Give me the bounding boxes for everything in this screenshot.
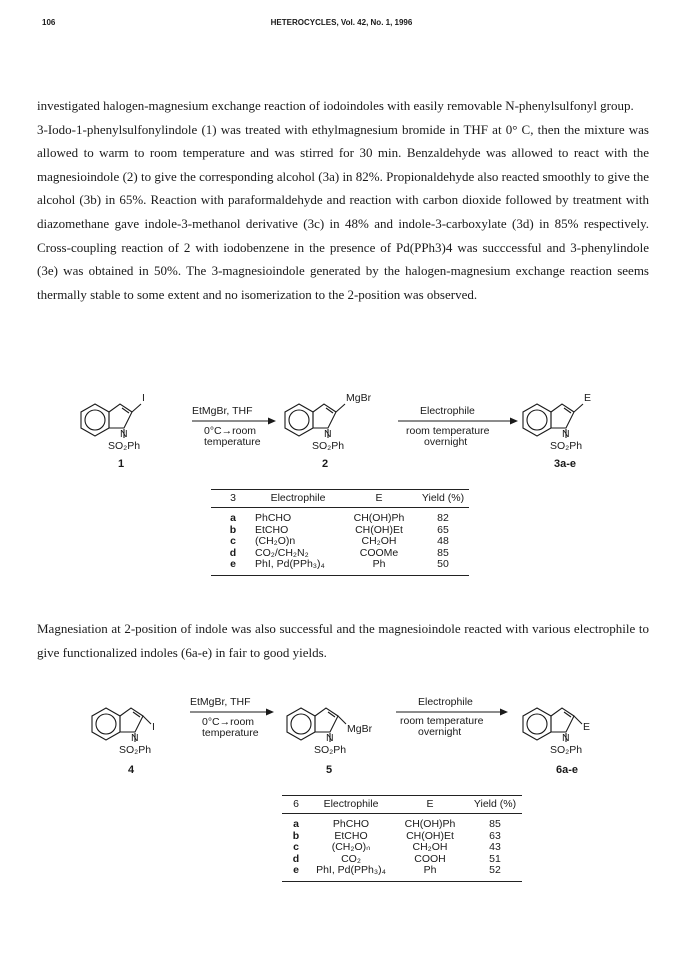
condition-2b: overnight <box>418 726 462 738</box>
entry-label: c <box>293 841 299 853</box>
yield-cell: 85 <box>489 818 501 830</box>
yield-cell: 85 <box>437 546 449 559</box>
electrophile-cell: PhI, Pd(PPh₃)₄ <box>255 559 341 575</box>
yield-cell: 63 <box>489 829 501 842</box>
compound-label-6: 6a-e <box>556 764 579 776</box>
body-text-middle <box>37 617 649 664</box>
journal-citation: HETEROCYCLES, Vol. 42, No. 1, 1996 <box>270 18 413 27</box>
electrophile-cell: PhCHO <box>332 818 370 830</box>
indole-nitrogen: N <box>131 732 139 744</box>
electrophile-cell: PhI, Pd(PPh₃)₄ <box>310 865 392 881</box>
entry-label: e <box>211 559 255 575</box>
table-header: E <box>341 490 417 508</box>
electrophile-cell: EtCHO <box>334 829 368 842</box>
entry-label: e <box>282 865 310 881</box>
table-header: Electrophile <box>255 490 341 508</box>
yield-cell: 43 <box>489 841 501 853</box>
table-header-row <box>211 490 469 508</box>
indole-4-structure <box>92 708 151 742</box>
substituent-mgbr: MgBr <box>346 392 372 404</box>
sulfonyl-group: SO₂Ph <box>550 440 583 452</box>
substituent-e: E <box>584 392 592 404</box>
reagent-1: EtMgBr, THF <box>192 405 253 417</box>
substituent-cell: CH₂OH <box>412 841 448 853</box>
reagent-2: Electrophile <box>420 405 475 417</box>
condition-2a: room temperature <box>406 425 490 437</box>
compound-label-4: 4 <box>128 764 135 776</box>
indole-3-structure <box>523 404 583 438</box>
electrophile-cell: EtCHO <box>255 523 289 536</box>
yield-cell: 50 <box>417 559 469 575</box>
substituent-cell: Ph <box>341 559 417 575</box>
yield-cell: 51 <box>489 852 501 865</box>
yield-cell: 82 <box>437 512 449 524</box>
compound-label-3: 3a-e <box>554 458 577 470</box>
sulfonyl-group: SO₂Ph <box>314 744 347 756</box>
table-header: E <box>392 796 468 814</box>
page-number: 106 <box>42 18 56 27</box>
entry-label: a <box>293 818 299 830</box>
substituent-cell: COOH <box>414 852 446 865</box>
scheme-1 <box>0 378 683 488</box>
substituent-e: E <box>583 721 591 733</box>
yield-cell: 48 <box>437 535 449 547</box>
compound-label-5: 5 <box>326 764 333 776</box>
table-row <box>211 548 469 560</box>
entry-label: a <box>230 512 236 524</box>
table-row <box>282 842 522 854</box>
table-header-row <box>282 796 522 814</box>
table-row <box>211 559 469 575</box>
indole-nitrogen: N <box>562 732 570 744</box>
entry-label: d <box>229 546 237 559</box>
results-table-2 <box>282 795 522 882</box>
substituent-cell: CH(OH)Et <box>355 523 403 536</box>
indole-nitrogen: N <box>562 428 570 440</box>
indole-6-structure <box>523 708 582 742</box>
compound-label-2: 2 <box>322 458 329 470</box>
table-row <box>282 865 522 881</box>
substituent-cell: Ph <box>392 865 468 881</box>
paragraph-3: Magnesiation at 2-position of indole was also successful and the magnesioindole reacted with various electrophile to give functionalized indoles (6a-e) in fair to good yields. <box>37 621 649 660</box>
entry-label: b <box>292 829 300 842</box>
scheme-2 <box>0 688 683 793</box>
indole-nitrogen: N <box>324 428 332 440</box>
condition-1b: temperature <box>202 727 259 739</box>
electrophile-cell: CO₂/CH₂N₂ <box>255 546 309 559</box>
entry-label: d <box>292 852 300 865</box>
condition-1a: 0°C→room <box>204 425 257 437</box>
electrophile-cell: CO₂ <box>341 852 361 865</box>
table-header: 3 <box>211 490 255 508</box>
electrophile-cell: (CH₂O)n <box>255 535 296 547</box>
reagent-2: Electrophile <box>418 696 473 708</box>
condition-1a: 0°C→room <box>202 716 255 728</box>
table-header: 6 <box>282 796 310 814</box>
table-row <box>211 508 469 525</box>
indole-5-structure <box>287 708 346 742</box>
substituent-cell: CH₂OH <box>361 535 397 547</box>
indole-1-structure <box>81 404 141 438</box>
substituent-cell: CH(OH)Et <box>406 829 454 842</box>
table-header: Yield (%) <box>468 796 522 814</box>
results-table-1 <box>211 489 469 576</box>
sulfonyl-group: SO₂Ph <box>119 744 152 756</box>
substituent-mgbr: MgBr <box>347 723 373 735</box>
substituent-cell: CH(OH)Ph <box>404 818 456 830</box>
yield-cell: 65 <box>437 523 449 536</box>
substituent-cell: COOMe <box>359 546 399 559</box>
substituent-iodo: I <box>142 392 145 404</box>
substituent-cell: CH(OH)Ph <box>353 512 405 524</box>
electrophile-cell: (CH₂O)ₙ <box>331 841 371 853</box>
compound-label-1: 1 <box>118 458 125 470</box>
entry-label: c <box>230 535 236 547</box>
table-row <box>282 831 522 843</box>
table-row <box>211 525 469 537</box>
entry-label: b <box>229 523 237 536</box>
indole-nitrogen: N <box>326 732 334 744</box>
condition-2a: room temperature <box>400 715 484 727</box>
body-text-top <box>37 94 649 306</box>
reagent-1: EtMgBr, THF <box>190 696 251 708</box>
condition-2b: overnight <box>424 436 468 448</box>
paragraph-2: 3-Iodo-1-phenylsulfonylindole (1) was treated with ethylmagnesium bromide in THF at 0° C, then the mixture was allowed to warm to room temperature and was stirred for 30 min. Benzaldehyde was allowed to react with the magnesioindole (2) to give the corresponding alcohol (3a) in 82%. Propionaldehyde also reacted smoothly to give the alcohol (3b) in 65%. Reaction with paraformaldehyde and reaction with carbon dioxide followed by treatment with diazomethane gave indole-3-methanol derivative (3c) in 48% and indole-3-carboxylate (3d) in 85% respectively. Cross-coupling reaction of 2 with iodobenzene in the presence of Pd(PPh3)4 was succcessful and 3-phenylindole (3e) was obtained in 50%. The 3-magnesioindole generated by the halogen-magnesium exchange reaction seems thermally stable to some extent and no isomerization to the 2-position was observed. <box>37 121 649 302</box>
substituent-iodo: I <box>152 721 155 733</box>
table-row <box>282 814 522 831</box>
yield-cell: 52 <box>468 865 522 881</box>
sulfonyl-group: SO₂Ph <box>312 440 345 452</box>
sulfonyl-group: SO₂Ph <box>108 440 141 452</box>
condition-1b: temperature <box>204 436 261 448</box>
table-header: Yield (%) <box>417 490 469 508</box>
table-header: Electrophile <box>310 796 392 814</box>
sulfonyl-group: SO₂Ph <box>550 744 583 756</box>
table-row <box>211 536 469 548</box>
indole-nitrogen: N <box>120 428 128 440</box>
paragraph-1: investigated halogen-magnesium exchange reaction of iodoindoles with easily removable N-phenylsulfonyl group. <box>37 98 634 113</box>
electrophile-cell: PhCHO <box>255 512 292 524</box>
indole-2-structure <box>285 404 345 438</box>
